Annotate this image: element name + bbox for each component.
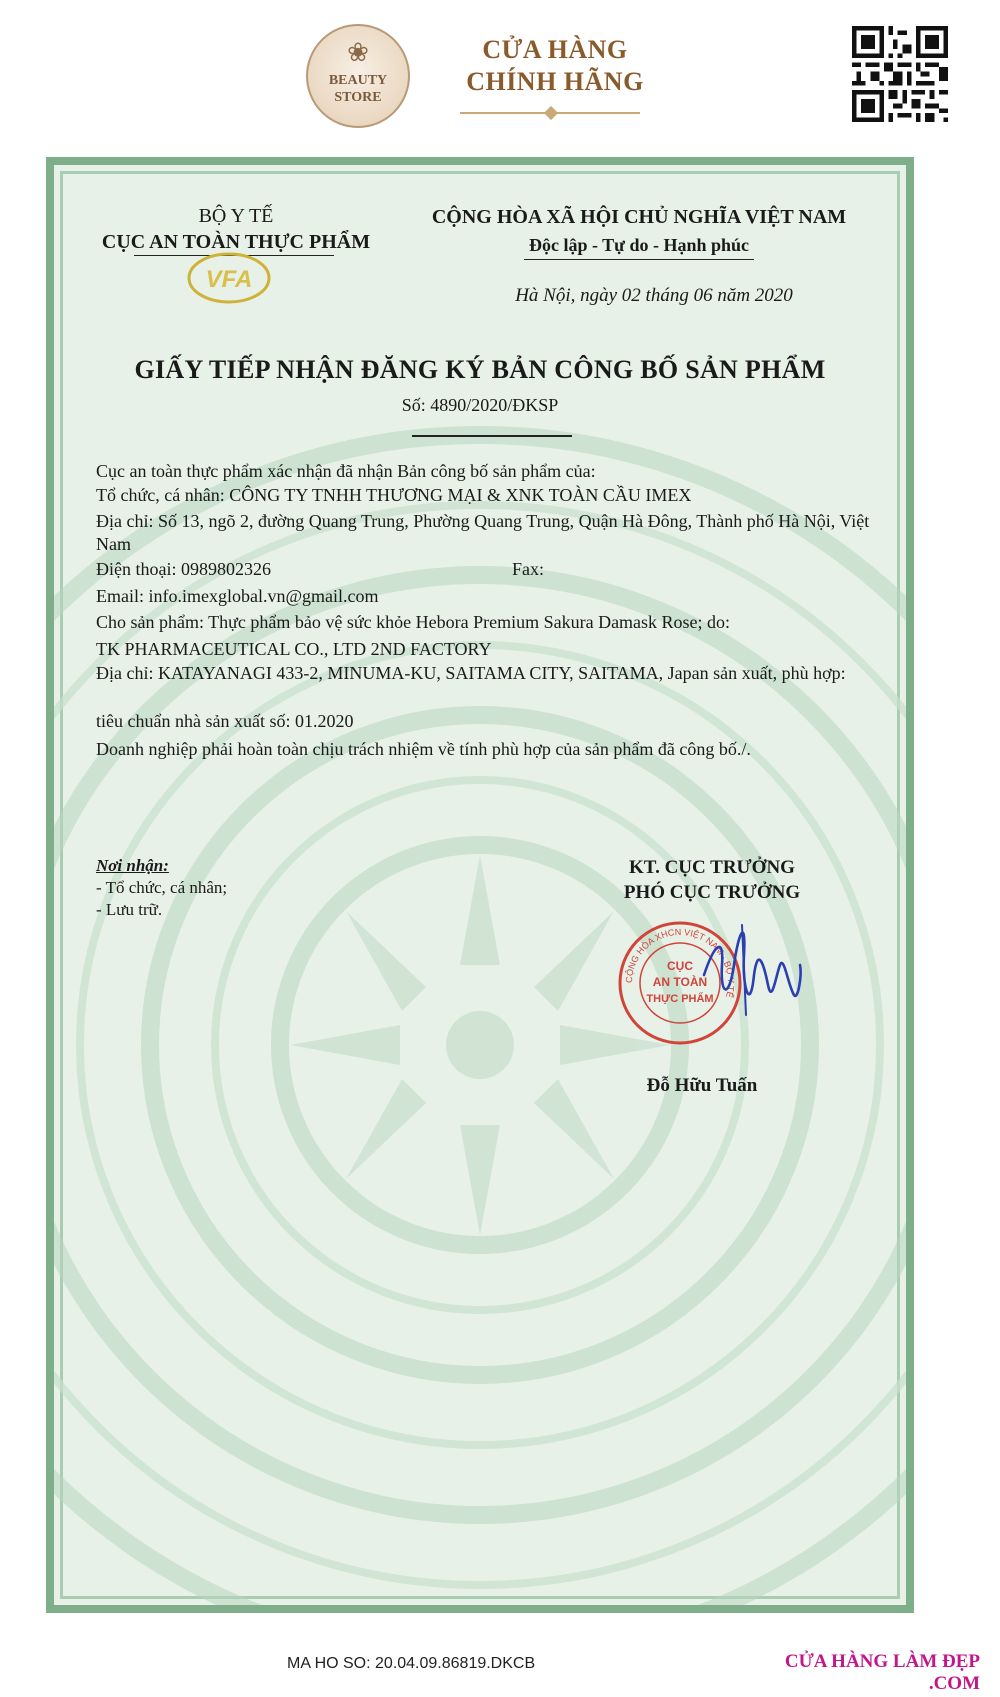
manufacturer-address: Địa chỉ: KATAYANAGI 433-2, MINUMA-KU, SAITAMA CITY, SAITAMA, Japan sản xuất, phù hợp: <box>96 663 846 683</box>
certificate-document <box>46 157 914 1613</box>
manufacturer-line: TK PHARMACEUTICAL CO., LTD 2ND FACTORY <box>96 639 492 659</box>
ministry-name: BỘ Y TẾ <box>198 205 274 227</box>
recipient-item: - Tổ chức, cá nhân; <box>96 878 228 897</box>
vfa-logo-icon <box>184 249 274 307</box>
email-line: Email: info.imexglobal.vn@gmail.com <box>96 586 379 606</box>
title-underline <box>412 435 572 437</box>
store-logo[interactable] <box>306 24 410 128</box>
svg-text:CỘNG HÒA XHCN VIỆT NAM · BỘ Y: CỘNG HÒA XHCN VIỆT NAM · BỘ Y TẾ <box>623 926 737 999</box>
signatory-title-line1: KT. CỤC TRƯỞNG <box>629 857 795 878</box>
national-heading <box>399 203 879 259</box>
document-title: GIẤY TIẾP NHẬN ĐĂNG KÝ BẢN CÔNG BỐ SẢN PHẨM <box>134 355 826 384</box>
republic-name: CỘNG HÒA XÃ HỘI CHỦ NGHĨA VIỆT NAM <box>431 206 847 228</box>
intro-text: Cục an toàn thực phẩm xác nhận đã nhận Bản công bố sản phẩm của: <box>96 461 596 481</box>
organization-address: Địa chỉ: Số 13, ngõ 2, đường Quang Trung, Phường Quang Trung, Quận Hà Đông, Thành phố Hà Nội, Việt Nam <box>96 511 870 554</box>
store-title-line2: CHÍNH HÃNG <box>466 67 644 96</box>
qr-code-icon[interactable] <box>852 26 948 122</box>
store-logo-text: BEAUTY STORE <box>328 73 388 105</box>
website-watermark[interactable]: CỬA HÀNG LÀM ĐẸP .COM <box>784 1651 980 1694</box>
fax-line: Fax: <box>512 559 545 579</box>
title-divider-ornament <box>544 106 558 120</box>
svg-text:AN TOÀN: AN TOÀN <box>652 975 708 989</box>
issuing-authority <box>96 203 376 255</box>
handwritten-signature <box>684 905 814 1035</box>
signer-name: Đỗ Hữu Tuấn <box>646 1075 758 1096</box>
department-name: CỤC AN TOÀN THỰC PHẨM <box>101 231 371 253</box>
organization-line: Tổ chức, cá nhân: CÔNG TY TNHH THƯƠNG MẠI & XNK TOÀN CẦU IMEX <box>96 485 692 505</box>
responsibility-line: Doanh nghiệp phải hoàn toàn chịu trách nhiệm về tính phù hợp của sản phẩm đã công bố./. <box>96 739 751 759</box>
issue-date: Hà Nội, ngày 02 tháng 06 năm 2020 <box>515 285 793 306</box>
standard-line: tiêu chuẩn nhà sản xuất số: 01.2020 <box>96 711 354 731</box>
dossier-code: MA HO SO: 20.04.09.86819.DKCB <box>287 1655 536 1672</box>
phone-line: Điện thoại: 0989802326 <box>96 559 271 579</box>
svg-text:VFA: VFA <box>205 266 253 293</box>
recipients-block <box>96 855 356 921</box>
motto-underline <box>524 259 754 260</box>
lotus-icon: ❀ <box>347 38 369 67</box>
product-line: Cho sản phẩm: Thực phẩm bảo vệ sức khỏe Hebora Premium Sakura Damask Rose; do: <box>96 612 731 632</box>
registration-number: Số: 4890/2020/ĐKSP <box>401 395 559 415</box>
recipient-item: - Lưu trữ. <box>96 900 163 919</box>
store-title-line1: CỬA HÀNG <box>482 35 628 64</box>
recipients-heading: Nơi nhận: <box>96 856 169 875</box>
signatory-title-line2: PHÓ CỤC TRƯỞNG <box>623 882 801 903</box>
national-motto: Độc lập - Tự do - Hạnh phúc <box>528 235 750 255</box>
svg-text:THỰC PHẨM: THỰC PHẨM <box>646 993 714 1005</box>
signatory-title <box>582 855 842 905</box>
svg-text:CỤC: CỤC <box>667 959 693 973</box>
store-header <box>0 0 1000 130</box>
store-title <box>430 34 680 98</box>
